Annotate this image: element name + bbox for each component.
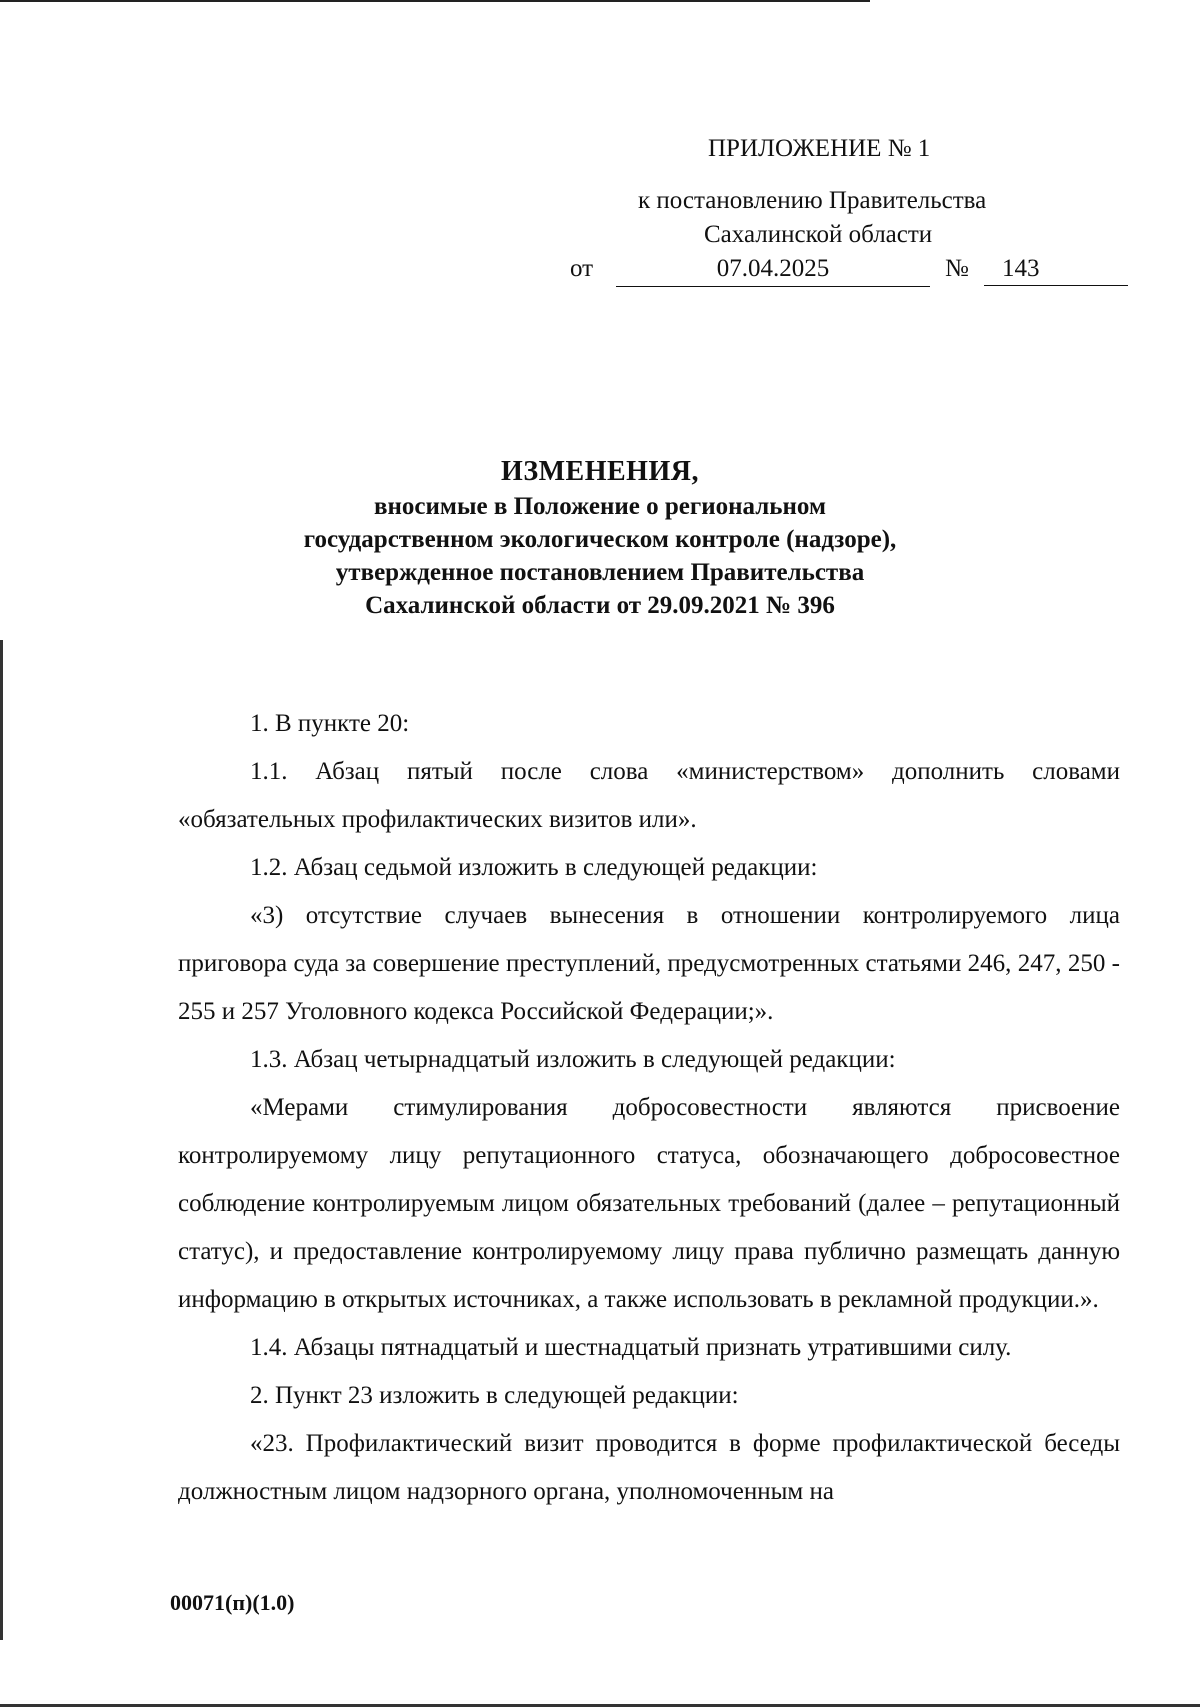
paragraph: 1.1. Абзац пятый после слова «министерством» дополнить словами «обязательных профилактических визитов или». [178, 758, 1120, 833]
title-main: ИЗМЕНЕНИЯ, [501, 456, 699, 487]
annex-title: ПРИЛОЖЕНИЕ № 1 [708, 135, 931, 162]
title-line-1: вносимые в Положение о региональном [374, 493, 826, 520]
title-line-2: государственном экологическом контроле (надзоре), [303, 526, 897, 553]
paragraph: «Мерами стимулирования добросовестности являются присвоение контролируемому лицу репутационного статуса, обозначающего добросовестное соблюдение контролируемым лицом обязательных требований (далее – репутационный статус), и предоставление контролируемому лицу права публично размещать данную информацию в открытых источниках, а также использовать в рекламной продукции.». [178, 1094, 1120, 1313]
paragraph: «23. Профилактический визит проводится в форме профилактической беседы должностным лицом надзорного органа, уполномоченным на [178, 1430, 1120, 1505]
annex-to-resolution: к постановлению Правительства [638, 187, 987, 214]
annex-region: Сахалинской области [704, 221, 933, 248]
annex-from-label: от [570, 255, 594, 282]
scan-edge-left [0, 640, 3, 1640]
annex-number: 143 [984, 252, 1128, 286]
title-line-3: утвержденное постановлением Правительства [335, 559, 865, 586]
scan-edge-top [0, 0, 870, 2]
paragraph: 1. В пункте 20: [250, 710, 410, 737]
annex-date: 07.04.2025 [616, 252, 930, 287]
annex-date-number-row [570, 252, 1120, 292]
annex-number-label: № [945, 255, 969, 282]
form-code: 00071(п)(1.0) [170, 1590, 295, 1615]
paragraph: 2. Пункт 23 изложить в следующей редакции: [250, 1382, 739, 1409]
scan-edge-bottom [0, 1704, 1200, 1707]
paragraph: 1.3. Абзац четырнадцатый изложить в следующей редакции: [250, 1046, 896, 1073]
paragraph: «3) отсутствие случаев вынесения в отношении контролируемого лица приговора суда за совершение преступлений, предусмотренных статьями 246, 247, 250 - 255 и 257 Уголовного кодекса Российской Федерации;». [178, 902, 1120, 1025]
document-title [150, 455, 1050, 622]
title-line-4: Сахалинской области от 29.09.2021 № 396 [365, 592, 835, 619]
paragraph: 1.2. Абзац седьмой изложить в следующей редакции: [250, 854, 818, 881]
paragraph: 1.4. Абзацы пятнадцатый и шестнадцатый признать утратившими силу. [250, 1334, 1012, 1361]
document-body [178, 700, 1120, 1516]
